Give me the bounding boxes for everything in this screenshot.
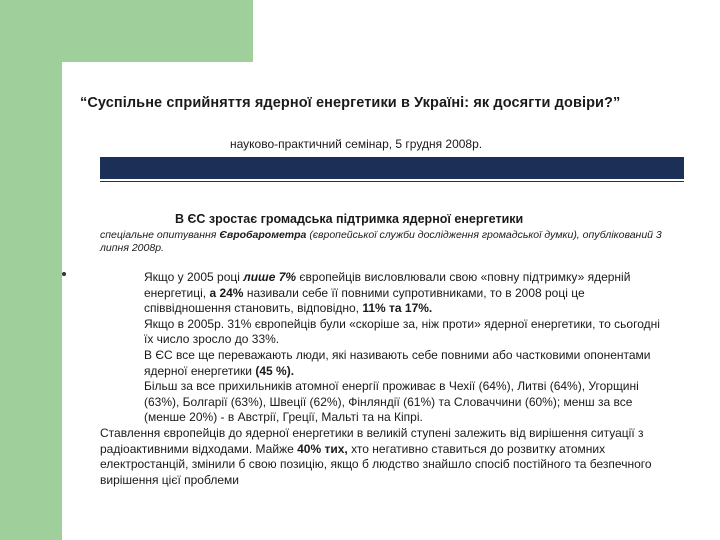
decorative-navy-bar — [100, 157, 684, 179]
survey-text-1: спеціальне опитування — [100, 229, 220, 241]
decorative-green-strip — [0, 0, 62, 540]
bullet-dot — [62, 272, 66, 276]
p1-b: лише 7% — [243, 270, 297, 284]
p1-f: 11% та 17%. — [362, 301, 433, 316]
paragraph-2: Якщо в 2005р. 31% європейців були «скоріше за, ніж проти» ядерної енергетики, то сьогодні їх число зросло до 33%. — [144, 316, 660, 347]
paragraph-3 — [100, 348, 670, 379]
p5-a: Ставлення європейців до ядерної енергетики в великій ступені залежить від вирішення ситуації з радіоактивними відходами. Майже — [100, 425, 644, 456]
slide-subtitle: науково-практичний семінар, 5 грудня 2008р. — [230, 137, 483, 151]
survey-source — [100, 229, 675, 255]
p5-c: хто негативно ставиться до розвитку атомних електростанцій, змінили б свою позицію, якщо б людство знайшло спосіб постійного та безпечного вирішення цієї проблеми — [100, 441, 652, 487]
paragraph-5 — [100, 426, 670, 488]
p3-b: (45 %). — [255, 363, 295, 378]
slide-title: “Суспільне сприйняття ядерної енергетики в Україні: як досягти довіри?” — [80, 95, 621, 111]
survey-text-2: (європейської служби дослідження громадської думки), опублікований 3 липня 2008р. — [100, 229, 662, 254]
section-heading: В ЄС зростає громадська підтримка ядерної енергетики — [175, 212, 524, 226]
body-text — [100, 270, 670, 488]
p1-a: Якщо у 2005 році — [144, 270, 244, 284]
p3-a: В ЄС все ще переважають люди, які називають себе повними або частковими опонентами ядерної енергетики — [144, 347, 651, 378]
survey-name: Євробарометра — [219, 229, 307, 241]
p1-e: називали себе її повними супротивниками, то в 2008 році це співвідношення становить, відповідно, — [144, 285, 585, 316]
p1-d: а 24% — [209, 285, 244, 300]
p1-c: європейців висловлювали свою «повну підтримку» ядерній енергетиці, — [144, 270, 631, 300]
paragraph-1 — [100, 270, 670, 317]
paragraph-4: Більш за все прихильників атомної енергії проживає в Чехії (64%), Литві (64%), Угорщині (63%), Болгарії (63%), Швеції (62%), Фінляндії (61%) та Словаччини (60%); менш за все (менше 20%) - в Австрії, Греції, Мальті та на Кіпрі. — [144, 379, 639, 425]
p5-b: 40% тих, — [297, 441, 348, 456]
decorative-navy-line — [100, 181, 684, 182]
